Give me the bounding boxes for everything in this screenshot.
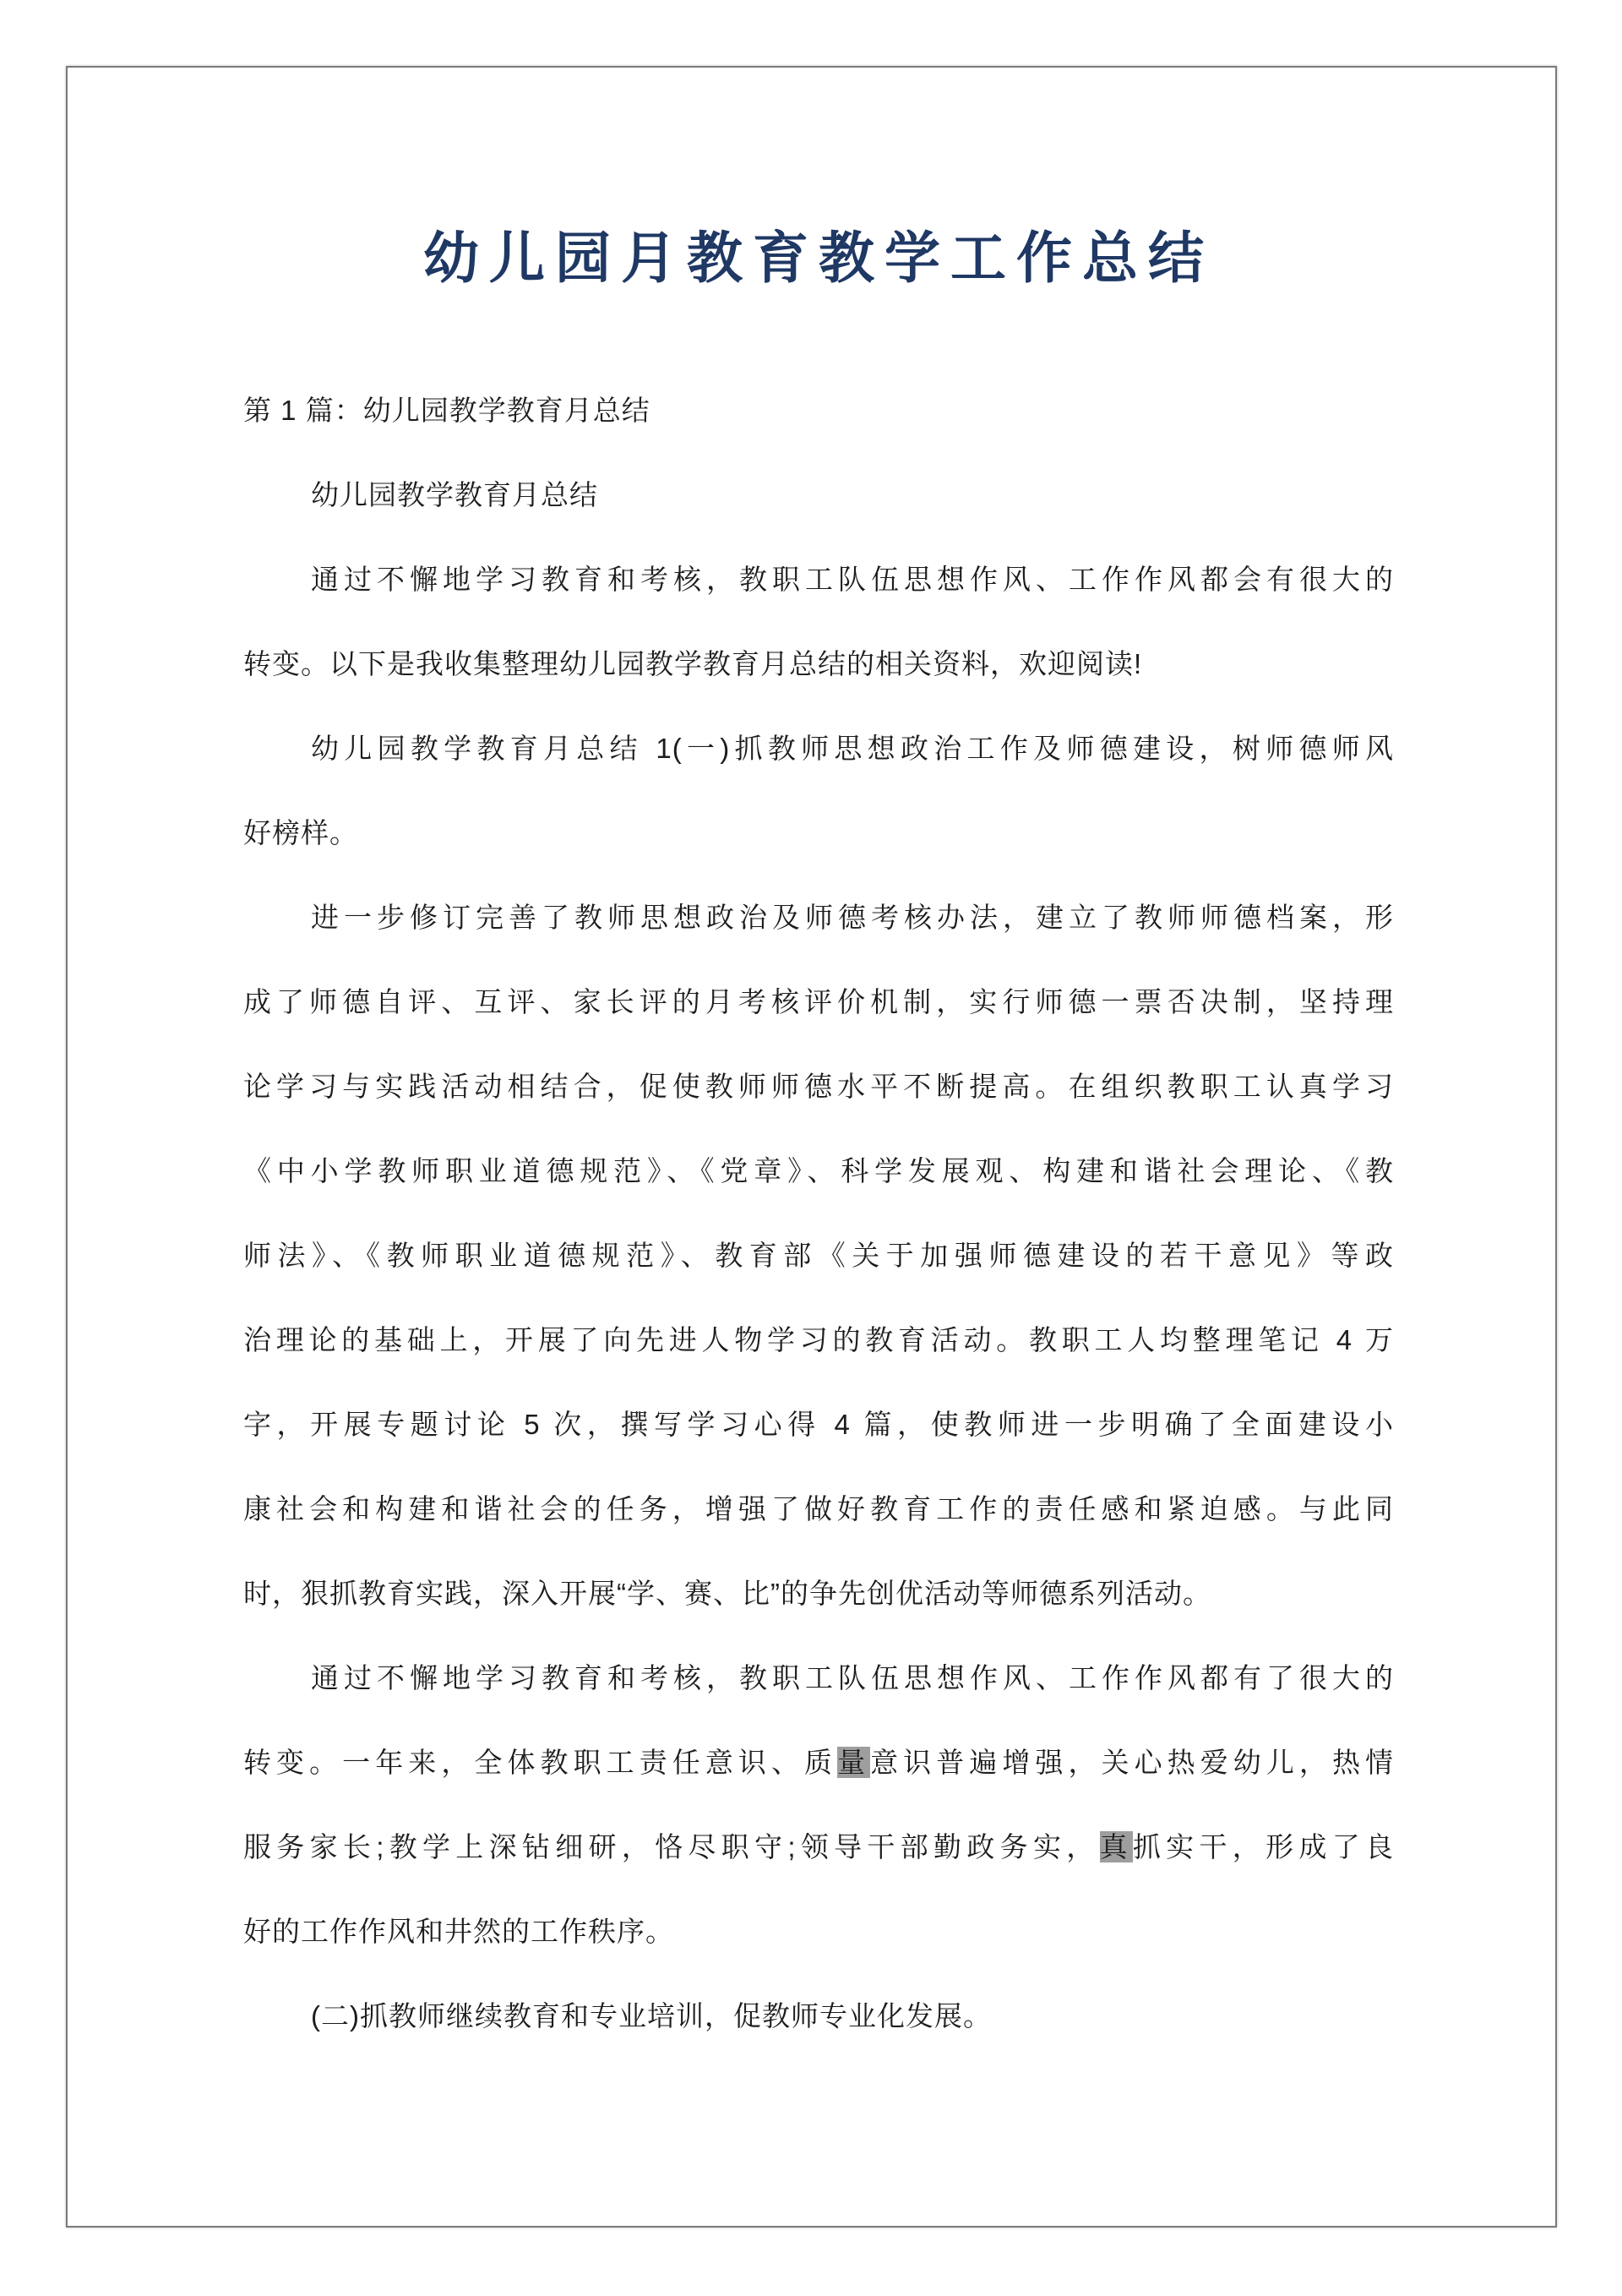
text-line: 成了师德自评、互评、家长评的月考核评价机制，实行师德一票否决制，坚持理 — [243, 986, 1394, 1017]
text-line: 论学习与实践活动相结合，促使教师师德水平不断提高。在组织教职工认真学习 — [243, 1071, 1394, 1102]
text-line: 时，狠抓教育实践，深入开展“学、赛、比”的争先创优活动等师德系列活动。 — [243, 1578, 1211, 1609]
highlighted-char: 量 — [837, 1747, 871, 1778]
text-line: 幼儿园教学教育月总结 — [311, 479, 598, 510]
highlighted-char: 真 — [1099, 1831, 1133, 1862]
document-body — [243, 368, 1394, 2059]
text-line: 治理论的基础上，开展了向先进人物学习的教育活动。教职工人均整理笔记 4 万 — [243, 1324, 1394, 1355]
text-line: 第 1 篇：幼儿园教学教育月总结 — [243, 395, 650, 426]
text-line: 《中小学教师职业道德规范》、《党章》、科学发展观、构建和谐社会理论、《教 — [243, 1155, 1394, 1186]
document-title: 幼儿园月教育教学工作总结 — [423, 226, 1214, 289]
text-line: 转变。一年来，全体教职工责任意识、质量意识普遍增强，关心热爱幼儿，热情 — [243, 1747, 1395, 1778]
text-line: 好的工作作风和井然的工作秩序。 — [243, 1916, 674, 1947]
text-line: 康社会和构建和谐社会的任务，增强了做好教育工作的责任感和紧迫感。与此同 — [243, 1493, 1394, 1524]
text-line: 好榜样。 — [243, 817, 358, 848]
text-line: 通过不懈地学习教育和考核，教职工队伍思想作风、工作作风都有了很大的 — [311, 1662, 1394, 1693]
text-line: 通过不懈地学习教育和考核，教职工队伍思想作风、工作作风都会有很大的 — [311, 564, 1394, 595]
text-line: 服务家长;教学上深钻细研，恪尽职守;领导干部勤政务实，真抓实干，形成了良 — [243, 1831, 1395, 1862]
text-line: 转变。以下是我收集整理幼儿园教学教育月总结的相关资料，欢迎阅读! — [243, 648, 1143, 679]
text-line: 幼儿园教学教育月总结 1(一)抓教师思想政治工作及师德建设，树师德师风 — [311, 733, 1394, 764]
text-line: 字，开展专题讨论 5 次，撰写学习心得 4 篇，使教师进一步明确了全面建设小 — [243, 1409, 1394, 1440]
text-line: (二)抓教师继续教育和专业培训，促教师专业化发展。 — [311, 2000, 992, 2031]
text-line: 进一步修订完善了教师思想政治及师德考核办法，建立了教师师德档案，形 — [311, 902, 1394, 933]
text-line: 师法》、《教师职业道德规范》、教育部《关于加强师德建设的若干意见》等政 — [243, 1240, 1394, 1271]
